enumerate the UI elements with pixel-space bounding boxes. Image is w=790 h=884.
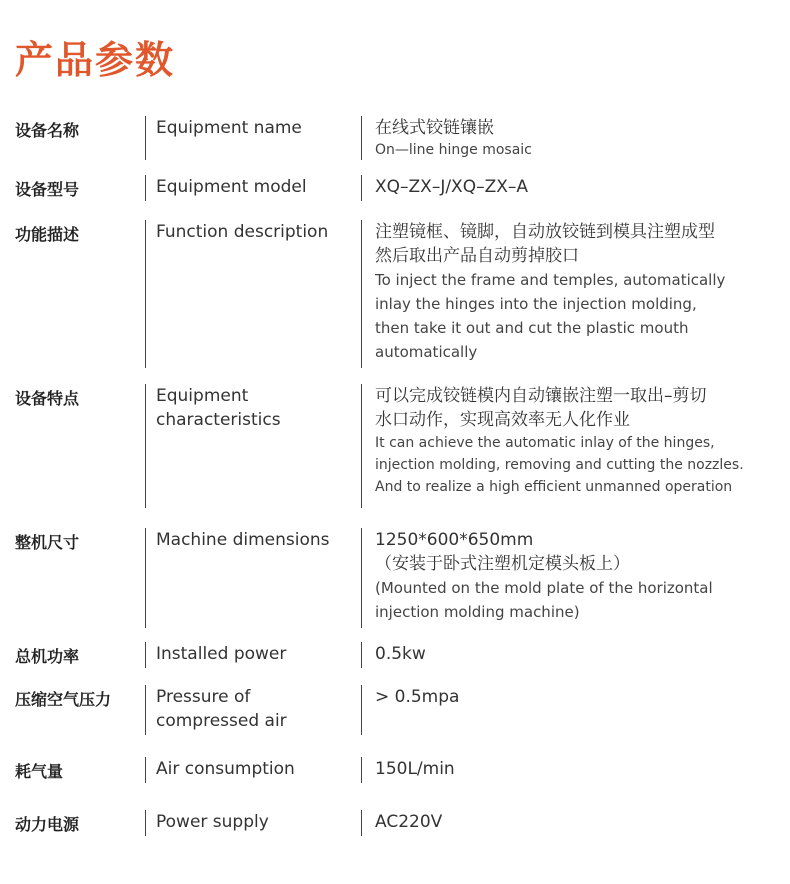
divider bbox=[361, 757, 362, 783]
value: 150L/min bbox=[375, 759, 455, 779]
value: XQ–ZX–J/XQ–ZX–A bbox=[375, 177, 529, 197]
divider bbox=[145, 384, 146, 508]
value: AC220V bbox=[375, 812, 443, 832]
divider bbox=[145, 642, 146, 668]
label-zh: 设备名称 bbox=[15, 121, 80, 140]
label-en: Equipment name bbox=[156, 118, 302, 138]
label-en: Equipment characteristics bbox=[156, 386, 281, 430]
label-zh: 耗气量 bbox=[15, 762, 64, 781]
divider bbox=[361, 116, 362, 160]
label-en: Function description bbox=[156, 222, 329, 242]
label-en: Machine dimensions bbox=[156, 530, 330, 550]
divider bbox=[145, 757, 146, 783]
label-en: Power supply bbox=[156, 812, 269, 832]
divider bbox=[361, 384, 362, 508]
label-zh: 功能描述 bbox=[15, 225, 80, 244]
divider bbox=[361, 220, 362, 368]
divider bbox=[361, 642, 362, 668]
label-zh: 设备特点 bbox=[15, 389, 80, 408]
divider bbox=[145, 528, 146, 628]
divider bbox=[145, 685, 146, 735]
page-title: 产品参数 bbox=[15, 38, 176, 82]
value: 在线式铰链镶嵌 On—line hinge mosaic bbox=[375, 118, 532, 158]
divider bbox=[145, 175, 146, 201]
divider bbox=[361, 528, 362, 628]
divider bbox=[145, 116, 146, 160]
divider bbox=[145, 810, 146, 836]
divider bbox=[145, 220, 146, 368]
label-zh: 总机功率 bbox=[15, 647, 80, 666]
divider bbox=[361, 685, 362, 735]
label-zh: 设备型号 bbox=[15, 180, 80, 199]
value: 可以完成铰链模内自动镶嵌注塑一取出–剪切 水口动作，实现高效率无人化作业 It can achieve the automatic inlay of the hinges, injection molding, removing and cutting the nozzles. And to realize a high efficient unmanned operation bbox=[375, 386, 744, 495]
label-zh: 压缩空气压力 bbox=[15, 690, 112, 709]
value: 注塑镜框、镜脚，自动放铰链到模具注塑成型 然后取出产品自动剪掉胶口 To inject the frame and temples, automatically inlay the hinges into the injection molding, then take it out and cut the plastic mouth automatically bbox=[375, 222, 726, 361]
label-zh: 动力电源 bbox=[15, 815, 80, 834]
divider bbox=[361, 175, 362, 201]
value: 0.5kw bbox=[375, 644, 426, 664]
label-zh: 整机尺寸 bbox=[15, 533, 80, 552]
label-en: Equipment model bbox=[156, 177, 307, 197]
value: > 0.5mpa bbox=[375, 687, 460, 707]
label-en: Pressure of compressed air bbox=[156, 687, 287, 731]
value: 1250*600*650mm （安装于卧式注塑机定模头板上） (Mounted on the mold plate of the horizontal injection molding machine) bbox=[375, 530, 713, 621]
divider bbox=[361, 810, 362, 836]
label-en: Installed power bbox=[156, 644, 287, 664]
label-en: Air consumption bbox=[156, 759, 295, 779]
